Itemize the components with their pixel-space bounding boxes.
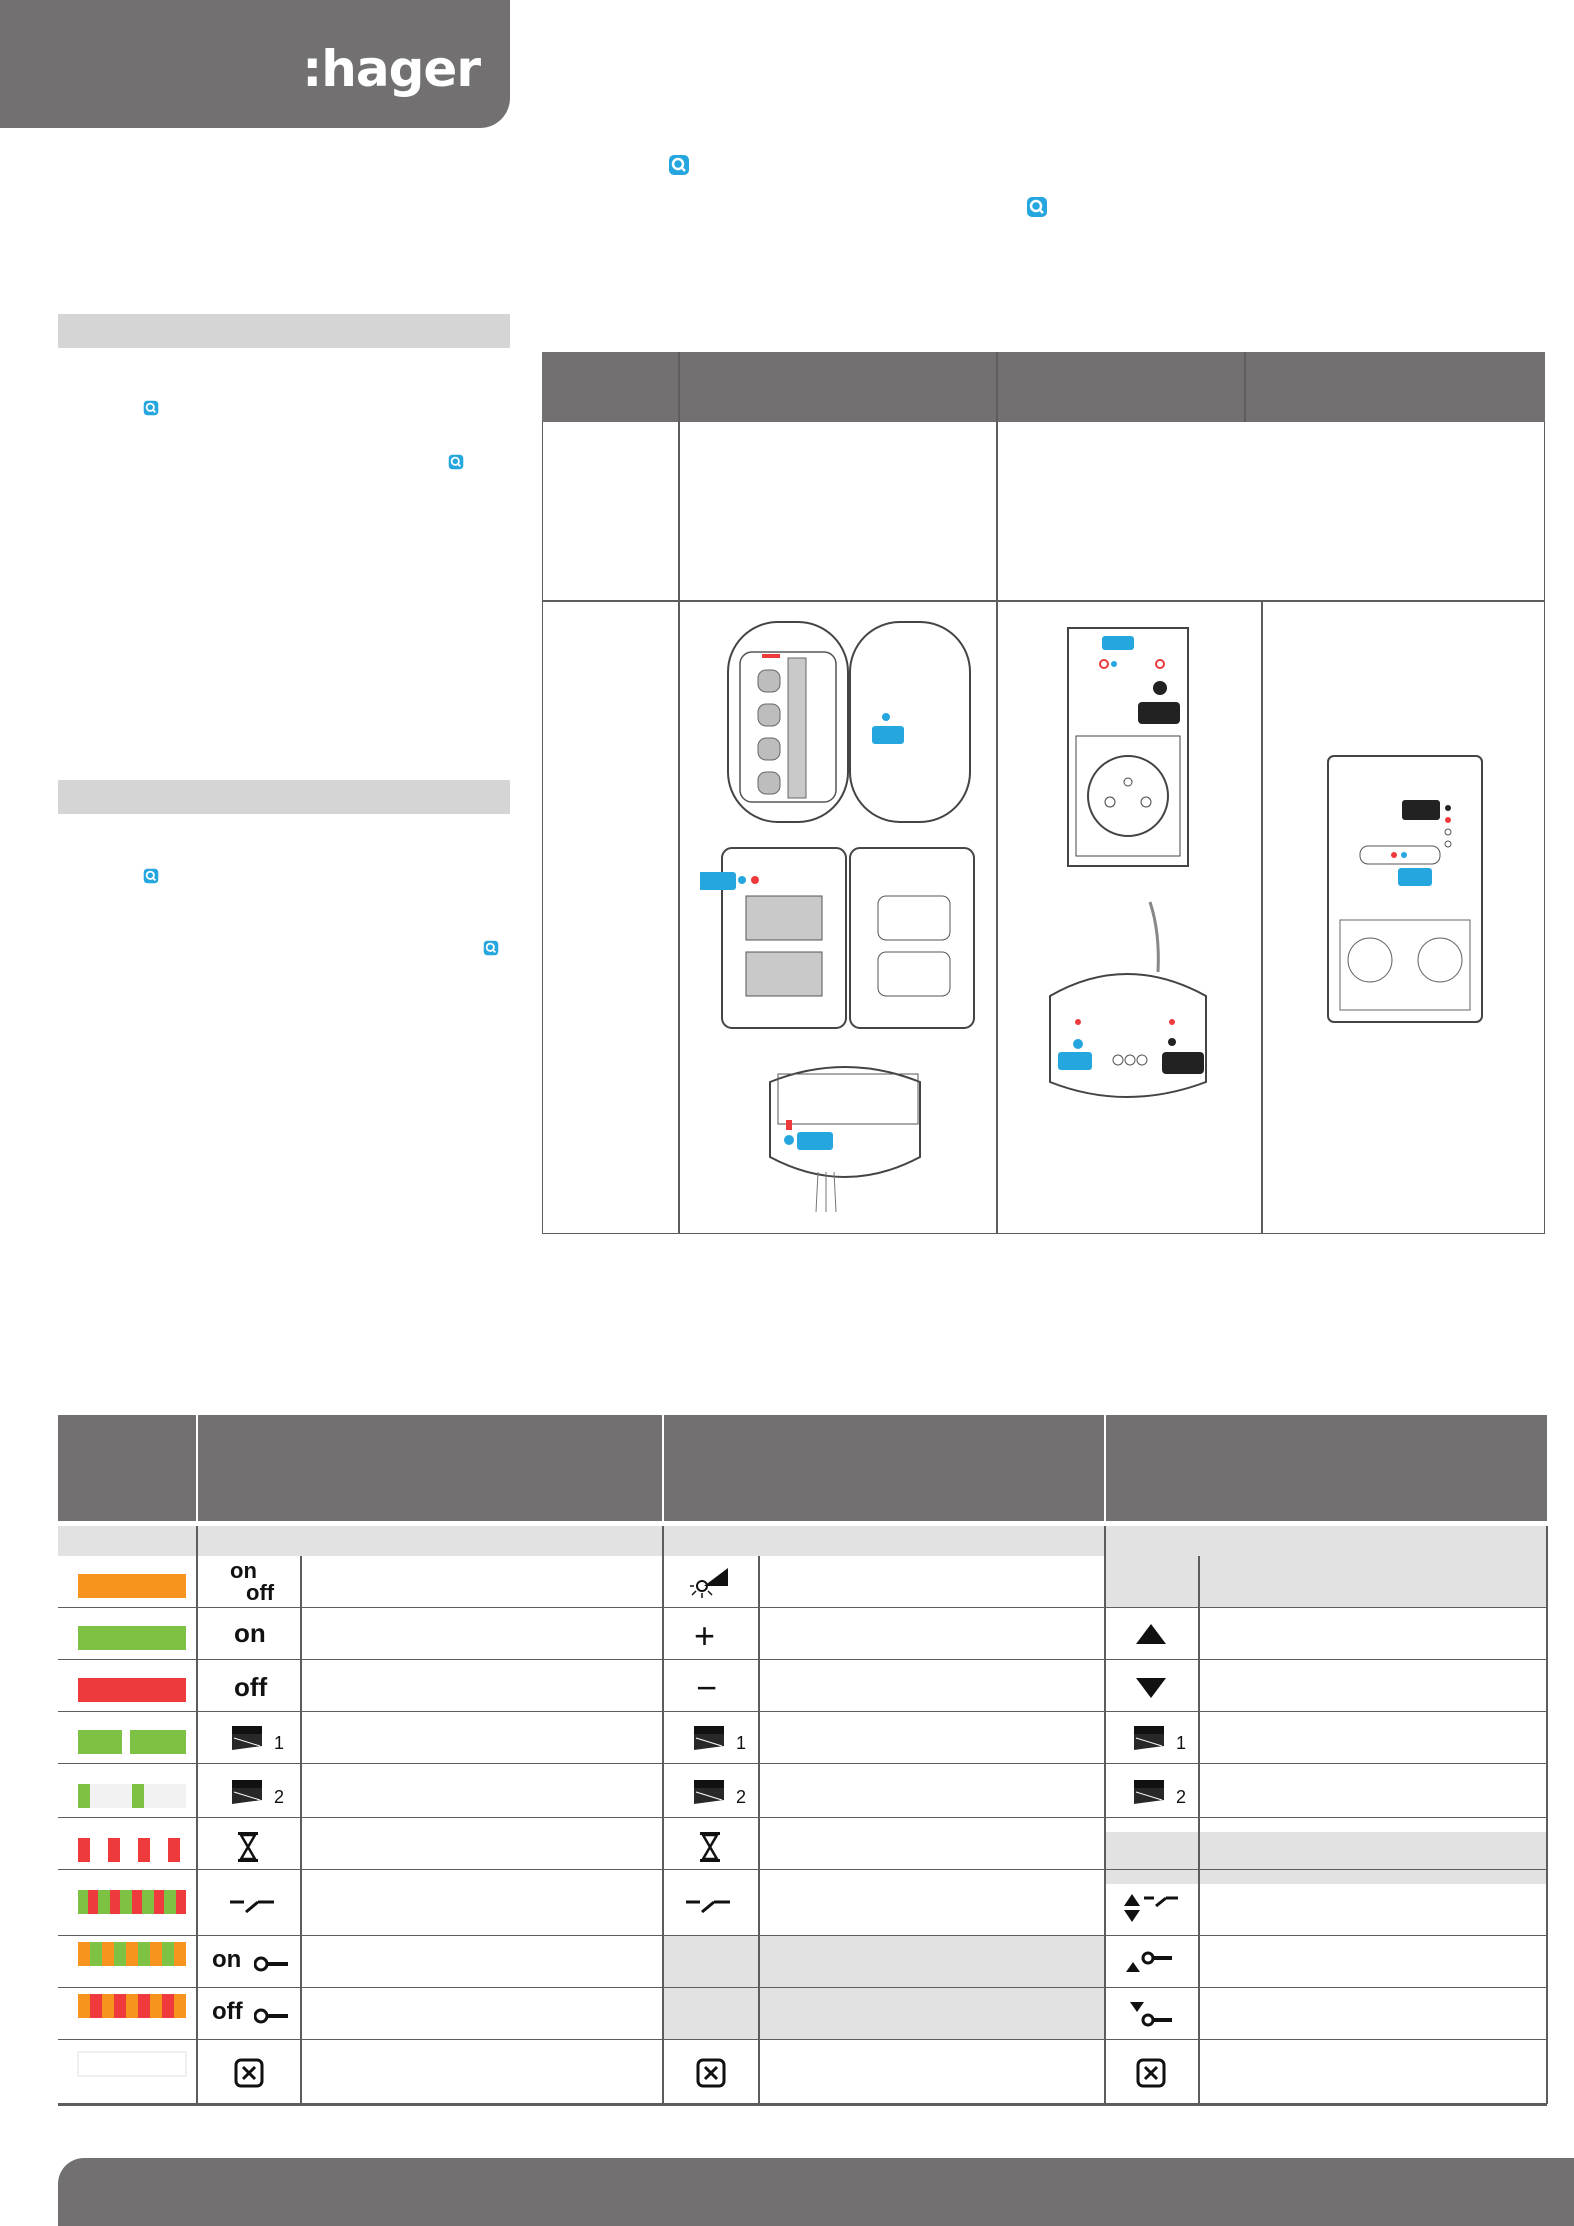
table-row: [58, 1660, 1547, 1712]
up-down-toggle-icon: [1120, 1890, 1184, 1926]
on-off-icon: [230, 1560, 274, 1604]
delete-x-icon: [1136, 2058, 1166, 2088]
section-header-bar: [58, 780, 510, 814]
led-bars: [58, 1556, 196, 2104]
table-row: [58, 1884, 1547, 1936]
led-orange-bar: [78, 1574, 186, 1598]
scene-2-label: 2: [736, 1787, 747, 1807]
brand-header: [0, 0, 510, 128]
toggle-switch-icon: [228, 1894, 280, 1918]
scene-2-label: 2: [1176, 1787, 1187, 1807]
scene-icon: [1132, 1778, 1172, 1808]
scene-1-label: 1: [736, 1733, 747, 1753]
on-label-icon: on: [234, 1618, 266, 1648]
led-green-slow-blink: [78, 1730, 186, 1754]
scene-icon: [692, 1724, 732, 1754]
triangle-down-icon: [1134, 1676, 1168, 1700]
down-lock-icon: [1124, 2000, 1176, 2030]
scene-icon: [1132, 1724, 1172, 1754]
triangle-up-icon: [1134, 1622, 1168, 1646]
col-divider: [1104, 1526, 1106, 2104]
header-divider: [662, 1415, 664, 1521]
footer-bar: [58, 2158, 1574, 2226]
search-icon: [143, 868, 159, 884]
legend-subheader: [58, 1526, 1547, 1556]
col-divider: [300, 1556, 302, 2104]
on-lock-label: on: [212, 1946, 242, 1973]
led-green-fast-blink: [78, 1784, 186, 1808]
table-divider: [542, 600, 1545, 602]
led-orange-green-blink: [78, 1942, 186, 1966]
search-icon: [483, 940, 499, 956]
table-edge: [1546, 1526, 1548, 2104]
plus-icon: +: [694, 1615, 716, 1656]
search-icon: [668, 154, 690, 176]
transmitter-illustrations: [700, 612, 990, 1222]
on-off-top-label: on: [230, 1558, 257, 1583]
table-divider: [1244, 352, 1246, 422]
header-divider: [1104, 1415, 1106, 1521]
table-bottom: [58, 2104, 1547, 2106]
dimmer-icon: [688, 1566, 732, 1600]
led-off-bar: [78, 2052, 186, 2076]
scene-icon: [692, 1778, 732, 1808]
table-row: [58, 1818, 1547, 1870]
table-divider: [678, 352, 680, 1234]
table-row: [58, 1556, 1547, 1608]
col-divider: [662, 1526, 664, 2104]
table-divider: [996, 352, 998, 1234]
minus-icon: −: [696, 1667, 718, 1708]
scene-2-label: 2: [274, 1787, 285, 1807]
hourglass-icon: [236, 1830, 260, 1864]
scene-1-label: 1: [1176, 1733, 1187, 1753]
shutter-receiver-illustration: [1320, 750, 1490, 1030]
delete-x-icon: [696, 2058, 726, 2088]
on-off-bottom-label: off: [246, 1580, 275, 1605]
key-icon: [254, 2008, 290, 2024]
search-icon: [448, 454, 464, 470]
led-red-blink: [78, 1838, 180, 1862]
key-icon: [254, 1956, 290, 1972]
legend-table-header: [58, 1415, 1547, 1521]
search-icon: [143, 400, 159, 416]
scene-1-label: 1: [274, 1733, 285, 1753]
off-lock-label: off: [212, 1998, 243, 2025]
table-divider: [1261, 600, 1263, 1234]
device-table-header: [542, 352, 1545, 422]
up-lock-icon: [1124, 1950, 1176, 1976]
toggle-switch-icon: [684, 1894, 736, 1918]
header-divider: [196, 1415, 198, 1521]
col-divider: [758, 1556, 760, 2104]
led-red-green-blink: [78, 1890, 186, 1914]
led-green-bar: [78, 1626, 186, 1650]
hager-logo: :hager: [302, 40, 480, 98]
led-red-bar: [78, 1678, 186, 1702]
search-icon: [1026, 196, 1048, 218]
section-header-bar: [58, 314, 510, 348]
receiver-illustrations: [1010, 612, 1250, 1212]
led-orange-red-blink: [78, 1994, 186, 2018]
hourglass-icon: [698, 1830, 722, 1864]
off-label-icon: off: [234, 1672, 268, 1702]
col-divider: [1198, 1556, 1200, 2104]
table-row: [58, 1608, 1547, 1660]
table-row: [58, 2040, 1547, 2104]
col-divider: [196, 1526, 198, 2104]
delete-x-icon: [234, 2058, 264, 2088]
